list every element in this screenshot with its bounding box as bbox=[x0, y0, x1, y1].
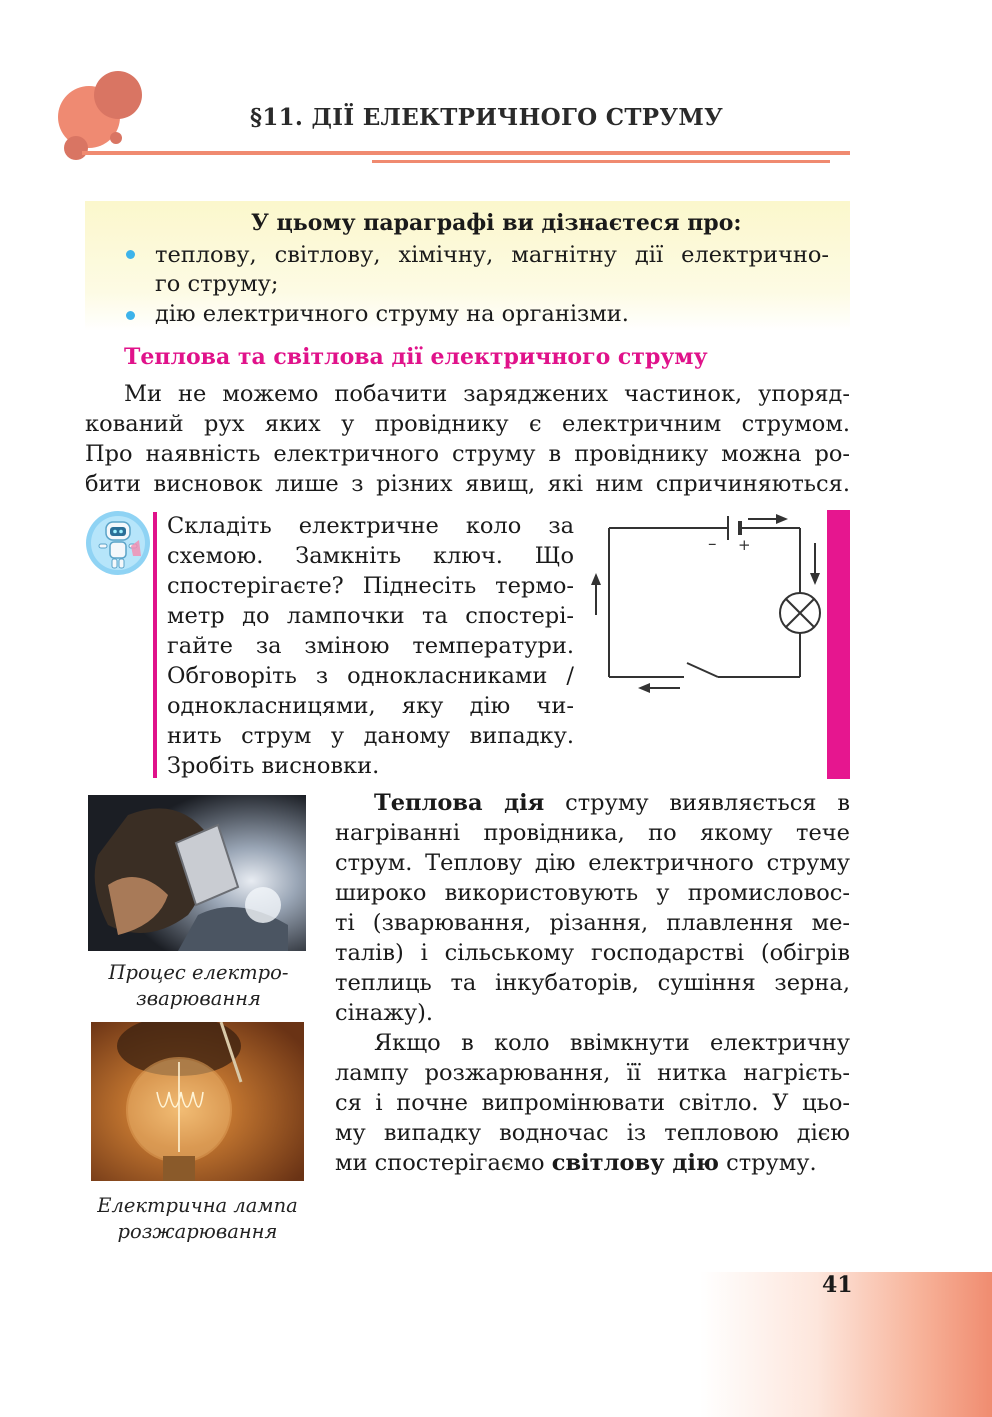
paragraph-2-line: сінажу). bbox=[335, 1000, 434, 1026]
paragraph-3-line: ся і почне випромінювати світло. У цьо- bbox=[335, 1090, 850, 1116]
circuit-diagram bbox=[580, 505, 825, 705]
paragraph-2-line: талів) і сільському господарстві (обігрів bbox=[335, 940, 850, 966]
paragraph-2-line: широко використовують у промисловос- bbox=[335, 880, 850, 906]
paragraph-2-line: нагріванні провідника, по якому тече bbox=[335, 820, 850, 846]
task-line: гайте за зміною температури. bbox=[167, 633, 574, 659]
term-thermal-action: Теплова дія bbox=[374, 790, 545, 816]
task-line: нить струм у даному випадку. bbox=[167, 723, 574, 749]
bullet-dot bbox=[126, 250, 135, 259]
paragraph-3-last-line bbox=[335, 1148, 850, 1178]
paragraph-3-line: му випадку водночас із тепловою дією bbox=[335, 1120, 850, 1146]
lamp-photo bbox=[91, 1022, 304, 1181]
intro-bullet-1-line-2: го струму; bbox=[155, 271, 279, 297]
paragraph-2-line: ті (зварювання, різання, плавлення ме- bbox=[335, 910, 850, 936]
task-line: спостерігаєте? Піднесіть термо- bbox=[167, 573, 574, 599]
term-light-action: світлову дію bbox=[551, 1150, 719, 1176]
paragraph-3-line: Якщо в коло ввімкнути електричну bbox=[374, 1030, 850, 1056]
header-rule bbox=[82, 151, 850, 155]
paragraph-1-line: бити висновок лише з різних явищ, які ним спричиняються. bbox=[85, 471, 850, 497]
welding-caption-line-2: зварювання bbox=[136, 987, 261, 1010]
lamp-caption-line-1: Електрична лампа bbox=[97, 1194, 298, 1217]
section-heading: Теплова та світлова дії електричного струму bbox=[124, 344, 708, 370]
welding-caption-line-1: Процес електро- bbox=[108, 961, 289, 984]
header-rule-secondary bbox=[372, 160, 830, 163]
paragraph-3-line: лампу розжарювання, її нитка нагрієть- bbox=[335, 1060, 850, 1086]
decor-circle-dot bbox=[110, 132, 122, 144]
battery-minus-label: – bbox=[708, 534, 717, 554]
decor-circle-top bbox=[94, 71, 142, 119]
intro-box-title: У цьому параграфі ви дізнаєтеся про: bbox=[251, 210, 742, 236]
intro-bullet-1-line-1: теплову, світлову, хімічну, магнітну дії електрично- bbox=[155, 242, 829, 268]
paragraph-2-first-line-rest: струму виявляється в bbox=[565, 790, 850, 816]
task-line: схемою. Замкніть ключ. Що bbox=[167, 543, 574, 569]
bullet-dot bbox=[126, 311, 135, 320]
task-side-bar bbox=[153, 512, 157, 778]
welding-photo bbox=[88, 795, 306, 951]
paragraph-3-last-post: струму. bbox=[726, 1150, 817, 1176]
intro-bullet-2-line-1: дію електричного струму на організми. bbox=[155, 301, 629, 327]
task-line: Складіть електричне коло за bbox=[167, 513, 574, 539]
paragraph-1-line: Про наявність електричного струму в провіднику можна ро- bbox=[85, 441, 850, 467]
paragraph-1-line: Ми не можемо побачити заряджених частинок, упоряд- bbox=[124, 381, 850, 407]
paragraph-2-line: струм. Теплову дію електричного струму bbox=[335, 850, 850, 876]
task-line: метр до лампочки та спостері- bbox=[167, 603, 574, 629]
lamp-caption-line-2: розжарювання bbox=[117, 1220, 278, 1243]
paragraph-3-last-pre: ми спостерігаємо bbox=[335, 1150, 545, 1176]
task-line: однокласницями, яку дію чи- bbox=[167, 693, 574, 719]
battery-plus-label: + bbox=[738, 536, 751, 554]
paragraph-2-line: теплиць та інкубаторів, сушіння зерна, bbox=[335, 970, 850, 996]
paragraph-2-first-line bbox=[374, 788, 850, 818]
task-line: Зробіть висновки. bbox=[167, 753, 380, 779]
accent-bar bbox=[827, 510, 850, 779]
page-title: §11. ДІЇ ЕЛЕКТРИЧНОГО СТРУМУ bbox=[250, 104, 724, 131]
robot-icon bbox=[85, 510, 151, 576]
task-line: Обговоріть з однокласниками / bbox=[167, 663, 574, 689]
decor-circle-small bbox=[64, 136, 88, 160]
paragraph-1-line: кований рух яких у провіднику є електричним струмом. bbox=[85, 411, 850, 437]
page-number: 41 bbox=[822, 1272, 853, 1298]
